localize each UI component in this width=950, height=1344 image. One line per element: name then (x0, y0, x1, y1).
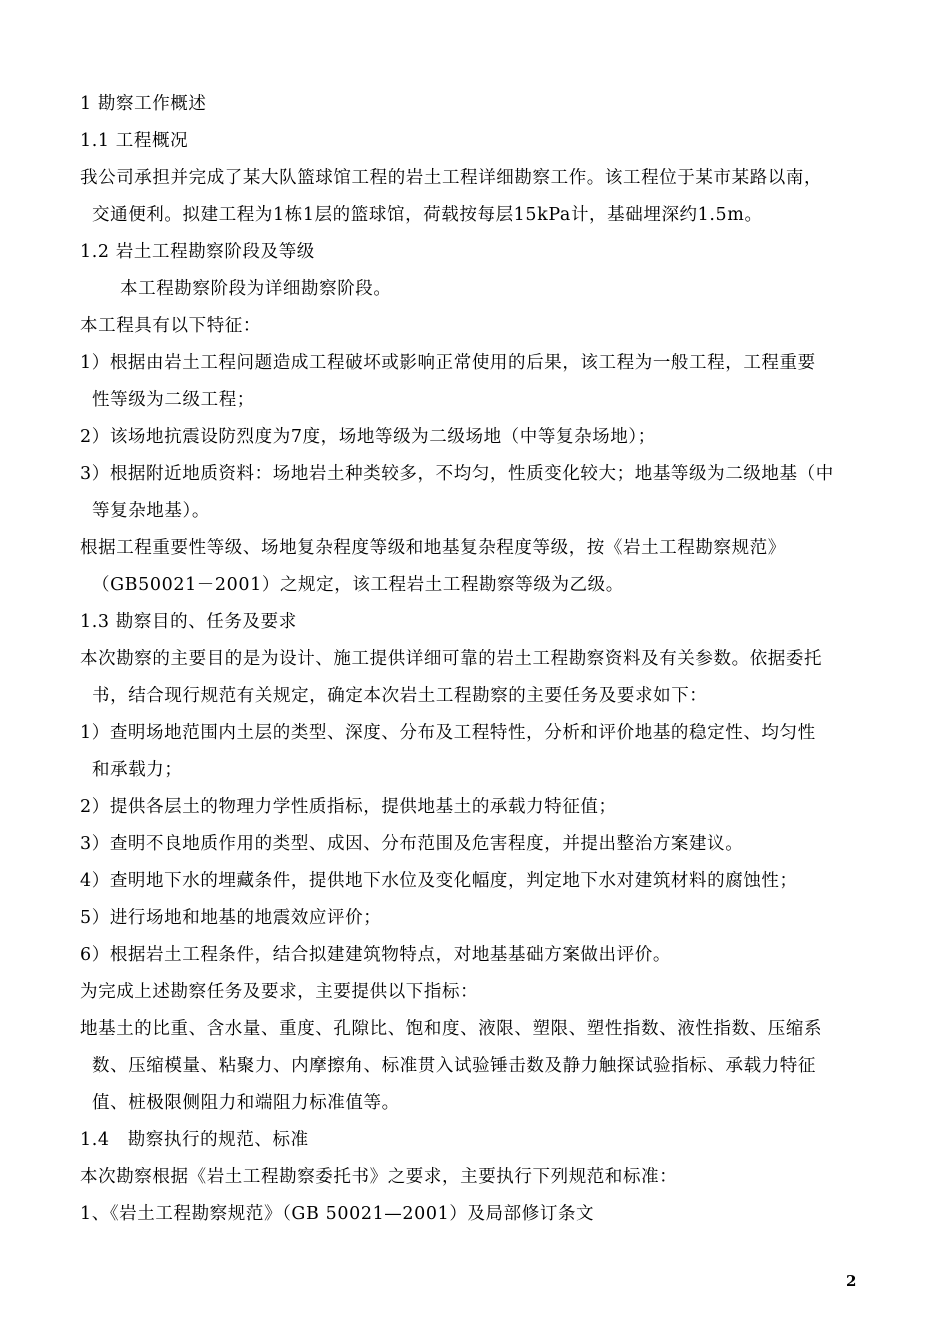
text-line: 本工程具有以下特征： (80, 316, 261, 336)
text-line: 3）根据附近地质资料：场地岩土种类较多，不均匀，性质变化较大；地基等级为二级地基（中 (80, 464, 834, 484)
text-line: 我公司承担并完成了某大队篮球馆工程的岩土工程详细勘察工作。该工程位于某市某路以南， (80, 168, 823, 188)
text-line: 1.4 勘察执行的规范、标准 (80, 1130, 309, 1150)
text-line: 6）根据岩土工程条件，结合拟建建筑物特点，对地基基础方案做出评价。 (80, 945, 671, 965)
text-line: 1.2 岩土工程勘察阶段及等级 (80, 242, 315, 262)
text-line: （GB50021－2001）之规定，该工程岩土工程勘察等级为乙级。 (92, 575, 624, 595)
text-line: 2）该场地抗震设防烈度为7度，场地等级为二级场地（中等复杂场地）； (80, 427, 656, 447)
text-line: 本次勘察根据《岩土工程勘察委托书》之要求，主要执行下列规范和标准： (80, 1167, 678, 1187)
text-line: 数、压缩模量、粘聚力、内摩擦角、标准贯入试验锤击数及静力触探试验指标、承载力特征 (92, 1056, 816, 1076)
text-line: 交通便利。拟建工程为1栋1层的篮球馆，荷载按每层15kPa计，基础埋深约1.5m。 (92, 205, 763, 225)
text-line: 1.1 工程概况 (80, 131, 189, 151)
text-line: 地基土的比重、含水量、重度、孔隙比、饱和度、液限、塑限、塑性指数、液性指数、压缩系 (80, 1019, 823, 1039)
text-line: 1、《岩土工程勘察规范》（GB 50021—2001）及局部修订条文 (80, 1204, 595, 1224)
text-line: 3）查明不良地质作用的类型、成因、分布范围及危害程度，并提出整治方案建议。 (80, 834, 744, 854)
text-line: 2）提供各层土的物理力学性质指标，提供地基土的承载力特征值； (80, 797, 617, 817)
text-line: 1.3 勘察目的、任务及要求 (80, 612, 297, 632)
text-line: 等复杂地基）。 (92, 501, 210, 521)
text-line: 1 勘察工作概述 (80, 94, 207, 114)
text-line: 本工程勘察阶段为详细勘察阶段。 (120, 279, 392, 299)
text-line: 书，结合现行规范有关规定，确定本次岩土工程勘察的主要任务及要求如下： (92, 686, 708, 706)
text-line: 1）查明场地范围内土层的类型、深度、分布及工程特性，分析和评价地基的稳定性、均匀性 (80, 723, 816, 743)
text-line: 4）查明地下水的埋藏条件，提供地下水位及变化幅度，判定地下水对建筑材料的腐蚀性； (80, 871, 798, 891)
document-body (80, 86, 862, 1233)
text-line: 5）进行场地和地基的地震效应评价； (80, 908, 382, 928)
text-line: 本次勘察的主要目的是为设计、施工提供详细可靠的岩土工程勘察资料及有关参数。依据委托 (80, 649, 823, 669)
text-line: 性等级为二级工程； (92, 390, 255, 410)
text-line: 值、桩极限侧阻力和端阻力标准值等。 (92, 1093, 400, 1113)
text-line: 为完成上述勘察任务及要求，主要提供以下指标： (80, 982, 479, 1002)
text-line: 根据工程重要性等级、场地复杂程度等级和地基复杂程度等级，按《岩土工程勘察规范》 (80, 538, 786, 558)
text-line: 1）根据由岩土工程问题造成工程破坏或影响正常使用的后果，该工程为一般工程，工程重要 (80, 353, 816, 373)
page-number: 2 (846, 1272, 857, 1290)
text-line: 和承载力； (92, 760, 183, 780)
